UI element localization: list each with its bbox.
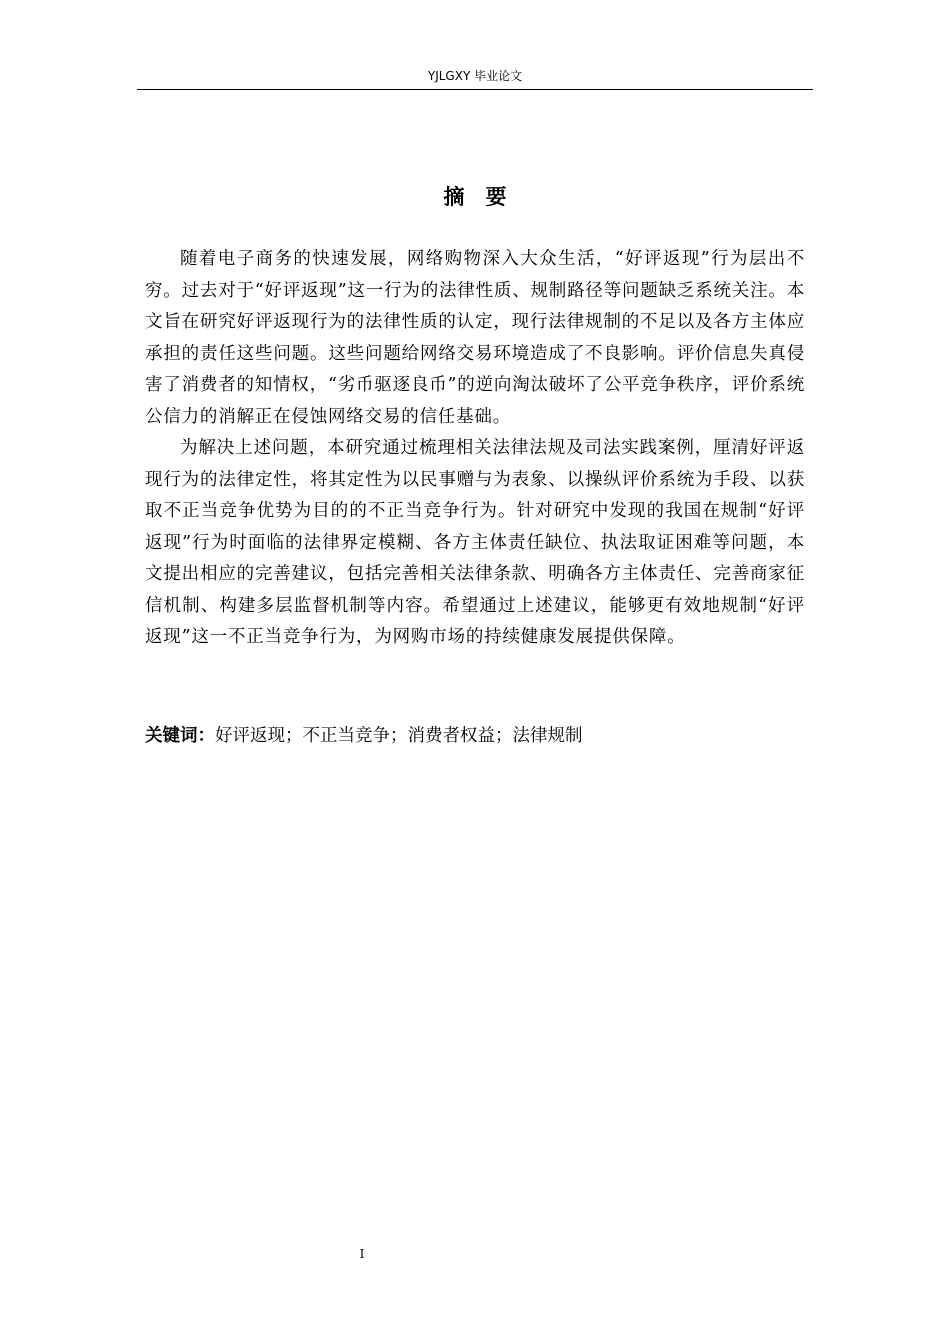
abstract-paragraph-2: 为解决上述问题，本研究通过梳理相关法律法规及司法实践案例，厘清好评返现行为的法律定性，将其定性为以民事赠与为表象、以操纵评价系统为手段、以获取不正当竞争优势为目的的不正当竞争行为。针对研究中发现的我国在规制“好评返现”行为时面临的法律界定模糊、各方主体责任缺位、执法取证困难等问题，本文提出相应的完善建议，包括完善相关法律条款、明确各方主体责任、完善商家征信机制、构建多层监督机制等内容。希望通过上述建议，能够更有效地规制“好评返现”这一不正当竞争行为，为网购市场的持续健康发展提供保障。 [145, 438, 805, 647]
keywords-label: 关键词： [145, 726, 215, 746]
header-text: YJLGXY 毕业论文 [427, 69, 523, 83]
keywords-value: 好评返现；不正当竞争；消费者权益；法律规制 [215, 726, 583, 746]
page-header [137, 67, 813, 90]
keywords-line [145, 722, 805, 750]
abstract-body [145, 244, 805, 654]
page-number: I [359, 1247, 365, 1261]
abstract-title: 摘 要 [443, 185, 507, 209]
abstract-paragraph-1: 随着电子商务的快速发展，网络购物深入大众生活，“好评返现”行为层出不穷。过去对于“好评返现”这一行为的法律性质、规制路径等问题缺乏系统关注。本文旨在研究好评返现行为的法律性质的认定，现行法律规制的不足以及各方主体应承担的责任这些问题。这些问题给网络交易环境造成了不良影响。评价信息失真侵害了消费者的知情权，“劣币驱逐良币”的逆向淘汰破坏了公平竞争秩序，评价系统公信力的消解正在侵蚀网络交易的信任基础。 [145, 249, 805, 427]
